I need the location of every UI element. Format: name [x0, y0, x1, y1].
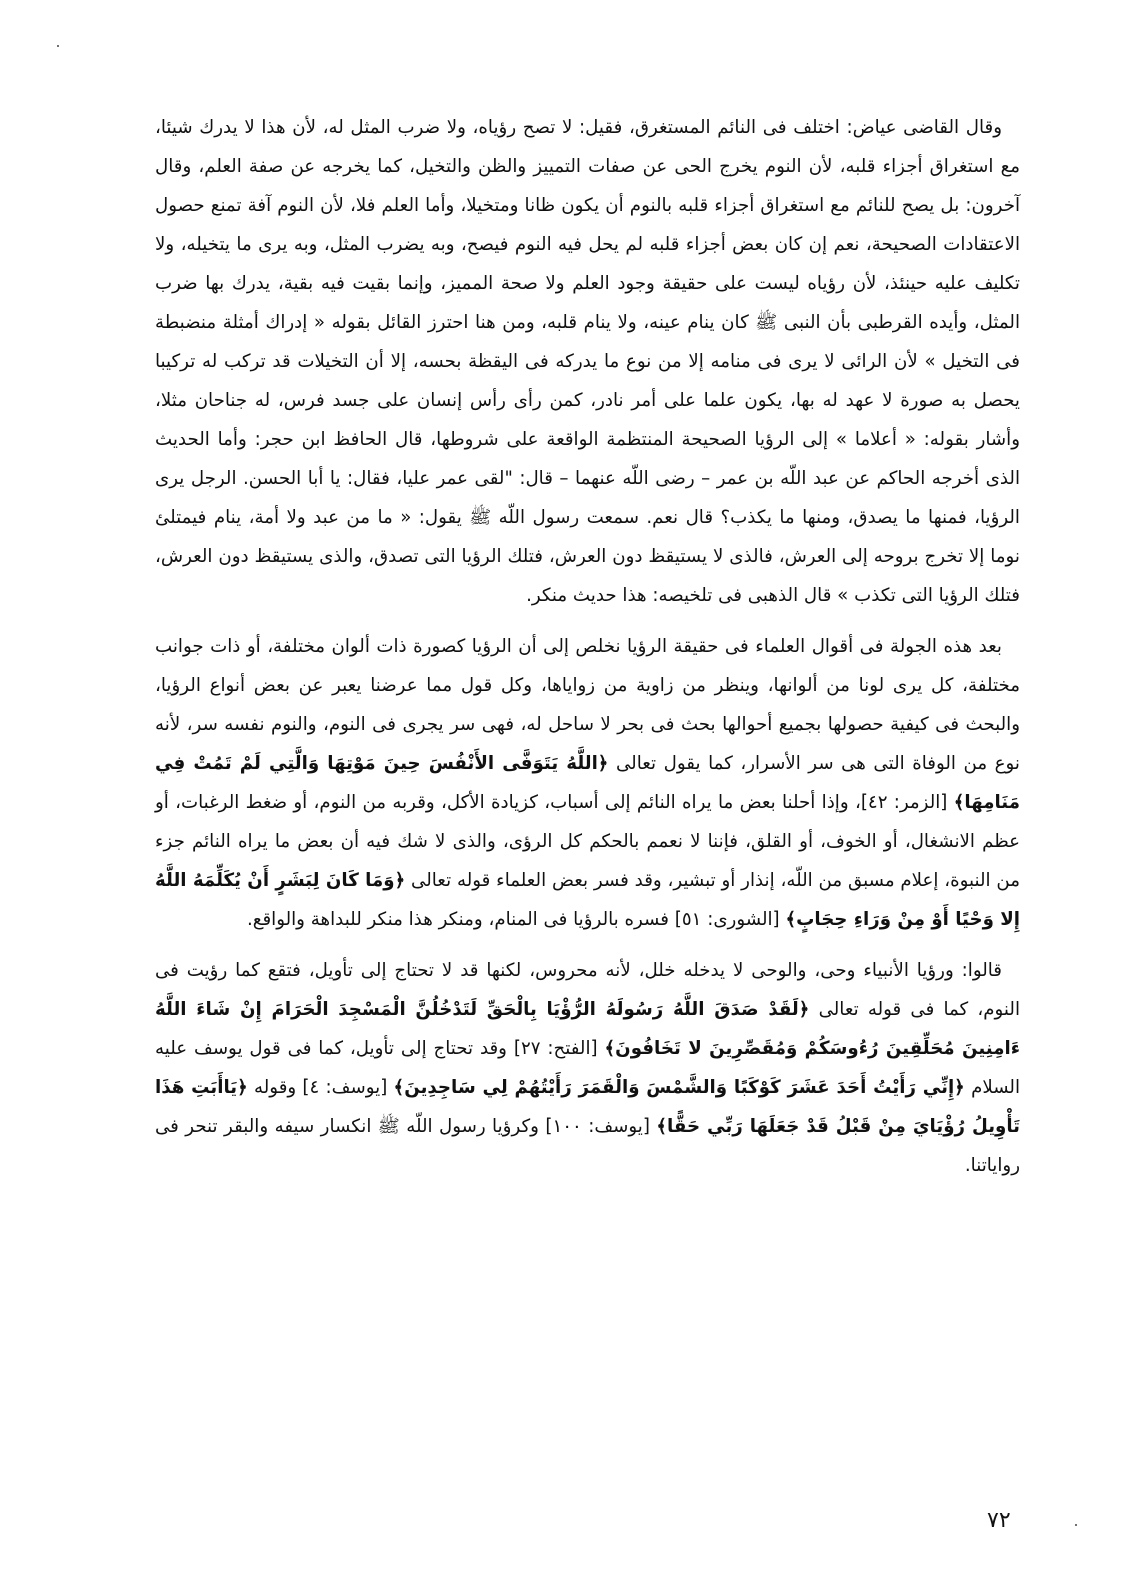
quran-verse: ﴿اللَّهُ يَتَوَفَّى الأَنْفُسَ حِينَ مَوْتِهَا وَالَّتِي لَمْ تَمُتْ فِي مَنَامِهَا﴾: [155, 753, 1020, 813]
quran-verse: ﴿إِنِّي رَأَيْتُ أَحَدَ عَشَرَ كَوْكَبًا وَالشَّمْسَ وَالْقَمَرَ رَأَيْتُهُمْ لِي سَاجِدِينَ﴾: [393, 1077, 965, 1098]
text-segment: [يوسف: ٤] وقوله: [247, 1077, 394, 1098]
page-number: ٧٢: [987, 1508, 1011, 1533]
text-segment: وقال القاضى عياض: اختلف فى النائم المستغرق، فقيل: لا تصح رؤياه، ولا ضرب المثل له، لأن هذا لا يدرك شيئا، مع استغراق أجزاء قلبه، لأن النوم يخرج الحى عن صفات التمييز والظن والتخيل، كما يخرجه عن صفة العلم، وقال آخرون: بل يصح للنائم مع استغراق أجزاء قلبه بالنوم أن يكون ظانا ومتخيلا، وأما العلم فلا، لأن النوم آفة تمنع حصول الاعتقادات الصحيحة، نعم إن كان بعض أجزاء قلبه لم يحل فيه النوم فيصح، وبه يضرب المثل، وبه يرى ما يتخيله، ولا تكليف عليه حينئذ، لأن رؤياه ليست على حقيقة وجود العلم ولا صحة المميز، وإنما بقيت فيه بقية، يدرك بها ضرب المثل، وأيده القرطبى بأن النبى ﷺ كان ينام عينه، ولا ينام قلبه، ومن هنا احترز القائل بقوله « إدراك أمثلة منضبطة فى التخيل » لأن الرائى لا يرى فى منامه إلا من نوع ما يدركه فى اليقظة بحسه، إلا أن التخيلات قد تركب له تركيبا يحصل به صورة لا عهد له بها، يكون علما على أمر نادر، كمن رأى رأس إنسان على جسد فرس، له جناحان مثلا، وأشار بقوله: « أعلاما » إلى الرؤيا الصحيحة المنتظمة الواقعة على شروطها، قال الحافظ ابن حجر: وأما الحديث الذى أخرجه الحاكم عن عبد اللّه بن عمر – رضى اللّه عنهما – قال: "لقى عمر عليا، فقال: يا أبا الحسن. الرجل يرى الرؤيا، فمنها ما يصدق، ومنها ما يكذب؟ قال نعم. سمعت رسول اللّه ﷺ يقول: « ما من عبد ولا أمة، ينام فيمتلئ نوما إلا تخرج بروحه إلى العرش، فالذى لا يستيقظ دون العرش، فتلك الرؤيا التى تصدق، والذى يستيقظ دون العرش، فتلك الرؤيا التى تكذب » قال الذهبى فى تلخيصه: هذا حديث منكر.: [155, 117, 1020, 606]
quran-verse: ﴿لَقَدْ صَدَقَ اللَّهُ رَسُولَهُ الرُّؤْيَا بِالْحَقِّ لَتَدْخُلُنَّ الْمَسْجِدَ الْحَرَامَ إِنْ شَاءَ اللَّهُ ءَامِنِينَ مُحَلِّقِينَ رُءُوسَكُمْ وَمُقَصِّرِينَ لا تَخَافُونَ﴾: [155, 999, 1021, 1059]
text-segment: بعد هذه الجولة فى أقوال العلماء فى حقيقة الرؤيا نخلص إلى أن الرؤيا كصورة ذات ألوان مختلفة، أو ذات جوانب مختلفة، كل يرى لونا من ألوانها، وينظر من زاوية من زواياها، وكل قول مما عرضنا يعبر عن بعض أنواع الرؤيا، والبحث فى كيفية حصولها بجميع أحوالها بحث فى بحر لا ساحل له، فهى سر يجرى فى النوم، والنوم نفسه سر، لأنه نوع من الوفاة التى هى سر الأسرار، كما يقول تعالى: [155, 636, 1020, 774]
paragraph-3: [155, 951, 1020, 1185]
paragraph-2: [155, 627, 1020, 939]
quran-verse: ﴿يَاأَبَتِ هَذَا تَأْوِيلُ رُؤْيَايَ مِنْ قَبْلُ قَدْ جَعَلَهَا رَبِّي حَقًّا﴾: [155, 1077, 1020, 1137]
paragraph-1: [155, 108, 1020, 615]
scan-speck: [1075, 1524, 1077, 1526]
text-segment: [الفتح: ٢٧] وقد تحتاج إلى تأويل، كما فى قول يوسف عليه السلام: [155, 1038, 1021, 1098]
text-segment: [الشورى: ٥١] فسره بالرؤيا فى المنام، ومنكر هذا منكر للبداهة والواقع.: [246, 909, 786, 930]
text-segment: [الزمر: ٤٢]، وإذا أحلنا بعض ما يراه النائم إلى أسباب، كزيادة الأكل، وقربه من النوم، أو ضغط الرغبات، أو عظم الانشغال، أو الخوف، أو القلق، فإننا لا نعمم بالحكم كل الرؤى، والذى لا شك فيه أن بعض ما يراه النائم جزء من النبوة، إعلام مسبق من اللّه، إنذار أو تبشير، وقد فسر بعض العلماء قوله تعالى: [155, 792, 1020, 891]
text-segment: قالوا: ورؤيا الأنبياء وحى، والوحى لا يدخله خلل، لأنه محروس، لكنها قد لا تحتاج إلى تأويل، فتقع كما رؤيت فى النوم، كما فى قوله تعالى: [155, 960, 1020, 1020]
scan-speck: [57, 45, 59, 47]
quran-verse: ﴿وَمَا كَانَ لِبَشَرٍ أَنْ يُكَلِّمَهُ اللَّهُ إِلا وَحْيًا أَوْ مِنْ وَرَاءِ حِجَابٍ﴾: [155, 870, 1020, 930]
text-segment: [يوسف: ١٠٠] وكرؤيا رسول اللّه ﷺ انكسار سيفه والبقر تنحر فى رواياتنا.: [155, 1116, 1020, 1176]
body-text: [155, 108, 1020, 1185]
